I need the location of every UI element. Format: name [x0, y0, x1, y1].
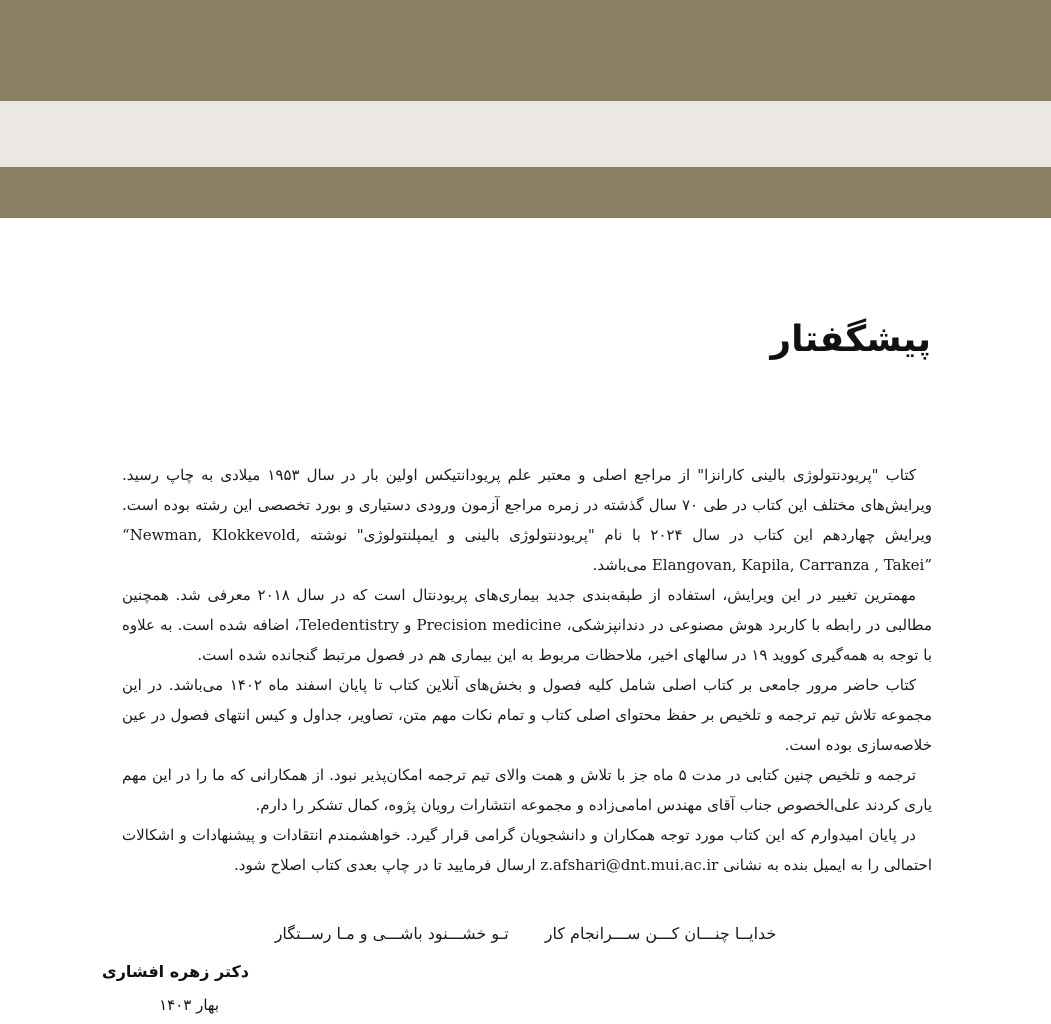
paragraph-1: [122, 460, 932, 580]
paragraph-1-authors: “Newman, Klokkevold, Elangovan, Kapila, Carranza , Takei”: [122, 526, 932, 574]
signature-date: بهار ۱۴۰۳: [159, 996, 219, 1014]
paragraph-5-end: ارسال فرمایید تا در چاپ بعدی کتاب اصلاح شود.: [234, 856, 541, 874]
paragraph-1-text: کتاب "پریودنتولوژی بالینی کارانزا" از مراجع اصلی و معتبر علم پریودانتیکس اولین بار در سال ۱۹۵۳ میلادی به چاپ رسید. ویرایش‌های مختلف این کتاب در طی ۷۰ سال گذشته در زمره مراجع آزمون ورودی دستیاری و بورد تخصصی این رشته بوده است. ویرایش چهاردهم این کتاب در سال ۲۰۲۴ با نام "پریودنتولوژی بالینی و ایمپلنتولوژی" نوشته: [122, 466, 932, 544]
poem-hemistich-2: تـو خشـــنود باشـــی و مـا رســتگار: [274, 924, 509, 943]
paragraph-2: مهمترین تغییر در این ویرایش، استفاده از طبقه‌بندی جدید بیماری‌های پریودنتال است که در سال ۲۰۱۸ معرفی شد. همچنین مطالبی در رابطه با کاربرد هوش مصنوعی در دندانپزشکی، Precision medicine و Teledentistry، اضافه شده است. به علاوه با توجه به همه‌گیری کووید ۱۹ در سالهای اخیر، ملاحظات مربوط به این بیماری هم در فصول مرتبط گنجانده شده است.: [122, 586, 933, 664]
header-band-top: [0, 0, 1051, 101]
paragraph-4: ترجمه و تلخیص چنین کتابی در مدت ۵ ماه جز با تلاش و همت والای تیم ترجمه امکان‌پذیر نبود. از همکارانی که ما را در این مهم یاری کردند علی‌الخصوص جناب آقای مهندس امامی‌زاده و مجموعه انتشارات رویان پژوه، کمال تشکر را دارم.: [122, 766, 932, 814]
poem-verse: [0, 920, 1051, 948]
paragraph-1-end: می‌باشد.: [592, 556, 652, 574]
email-address: z.afshari@dnt.mui.ac.ir: [540, 856, 719, 874]
paragraph-3: کتاب حاضر مرور جامعی بر کتاب اصلی شامل کلیه فصول و بخش‌های آنلاین کتاب تا پایان اسفند ماه ۱۴۰۲ می‌باشد. در این مجموعه تلاش تیم ترجمه و تلخیص بر حفظ محتوای اصلی کتاب و تمام نکات مهم متن، تصاویر، جداول و کیس انتهای فصول در عین خلاصه‌سازی بوده است.: [122, 676, 932, 754]
paragraph-5: [122, 820, 932, 880]
author-name: دکتر زهره افشاری: [102, 962, 249, 981]
poem-hemistich-1: خدایــا چنـــان کـــن ســـرانجام کار: [544, 924, 777, 943]
preface-body: [122, 460, 932, 880]
paragraph-5-text: در پایان امیدوارم که این کتاب مورد توجه همکاران و دانشجویان گرامی قرار گیرد. خواهشمندم انتقادات و پیشنهادات و اشکالات احتمالی را به ایمیل بنده به نشانی: [122, 826, 932, 874]
header-band-bottom: [0, 167, 1051, 218]
page-title: پیشگفتار: [770, 319, 931, 360]
header-band-middle: [0, 101, 1051, 167]
